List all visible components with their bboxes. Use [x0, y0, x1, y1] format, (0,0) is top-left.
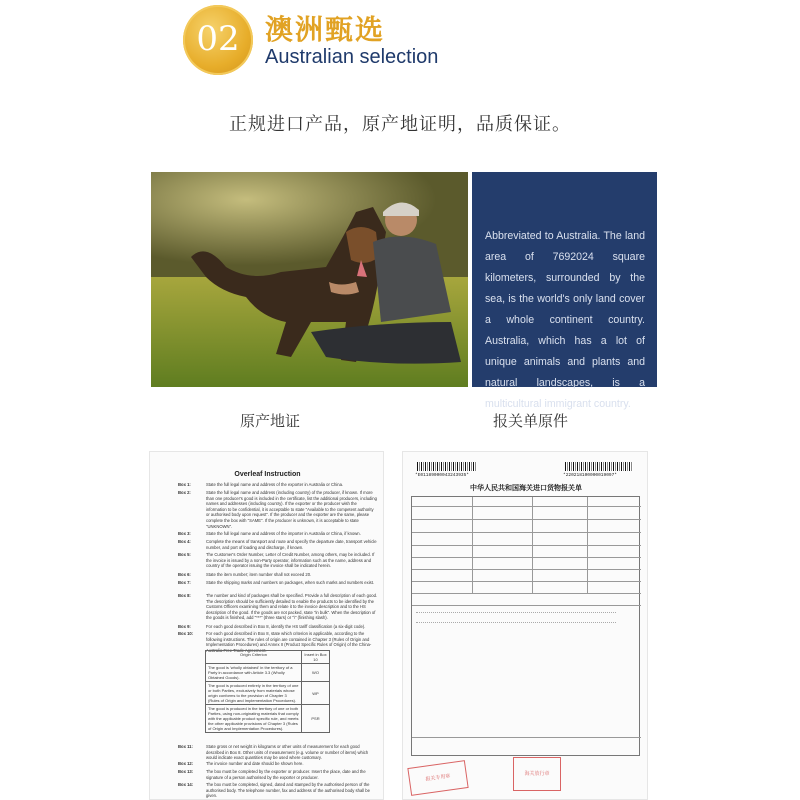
box-label: Box 1:: [178, 482, 191, 487]
table-row: [206, 664, 330, 682]
customs-declaration-caption: 报关单原件: [493, 412, 569, 430]
form-rule: [412, 593, 641, 594]
box-label: Box 3:: [178, 531, 191, 536]
form-rule: [412, 519, 641, 520]
photo-illustration: [151, 172, 468, 387]
table-cell: The good is produced entirely in the territory of one or both Parties, exclusively from materials whose origin conforms to the provision of Chapter 3 (Rules of Origin and Implementation Procedures).: [206, 682, 302, 705]
barcode-left: [417, 462, 477, 471]
box-label: Box 6:: [178, 572, 191, 577]
section-title-english: Australian selection: [265, 46, 439, 68]
barcode-right: [565, 462, 633, 471]
box-label: Box 2:: [178, 490, 191, 495]
box-text: The Customer's Order Number, Letter of Credit Number, among others, may be included. If the invoice is issued by a non-Party operator, information such as the name, address and country of the operator issuing the invoice shall be indicated herein.: [206, 552, 375, 569]
box-text: State the full legal name and address (including country) of the producer, if known. If more than one producer's good is included in the certificate, list the additional producers, including names and addresses (including country). If the exporter or the producer wish the information to be confidential, it is acceptable to state "Available to the competent authority or authorised body upon request". If the producer and the exporter are the same, please complete the box with "SAME". If the producer is unknown, it is acceptable to state "UNKNOWN".: [206, 490, 377, 529]
section-number: 02: [196, 19, 240, 59]
origin-criterion-table: [205, 650, 330, 733]
australia-info-panel: [472, 172, 657, 410]
box-label: Box 14:: [178, 782, 194, 787]
box-label: Box 5:: [178, 552, 191, 557]
form-rule: [412, 569, 641, 570]
customs-broker-stamp: 报关专用章: [407, 760, 468, 796]
box-text: The box must be completed, signed, dated and stamped by the authorised person of the authorised body. The telephone number, fax and address of the authorised body shall be given.: [206, 782, 370, 799]
table-cell: The good is produced in the territory of one or both Parties, using non-originating materials that comply with the applicable product specific rule, and meets the other applicable provisions of Chapter 3 (Rules of Origin and Implementation Procedures).: [206, 705, 302, 733]
form-rule: [412, 737, 641, 738]
table-cell: WP: [302, 682, 330, 705]
declaration-form-grid: [411, 496, 640, 756]
box-text: For each good described in Box 8, identify the HS tariff classification (a six-digit code).: [206, 624, 366, 629]
box-text: The box must be completed by the exporter or producer. Insert the place, date and the signature of a person authorised by the exporter or producer.: [206, 769, 366, 780]
box-label: Box 9:: [178, 624, 191, 629]
form-rule: [412, 557, 641, 558]
declaration-title: 中华人民共和国海关进口货物报关单: [470, 484, 582, 492]
table-header-cell: Insert in Box 10: [302, 651, 330, 664]
form-rule: [412, 506, 641, 507]
table-header-cell: Origin Criterion: [206, 651, 302, 664]
form-rule: [412, 581, 641, 582]
section-title-chinese: 澳洲甄选: [265, 13, 386, 46]
box-label: Box 7:: [178, 580, 191, 585]
barcode-left-number: *E01189000043243935*: [415, 473, 470, 478]
box-text: The number and kind of packages shall be specified. Provide a full description of each good. The description should be sufficiently detailed to enable the products to be identified by the Customs Officers examining them and relate it to the invoice description and to the HS description of the good. If the goods are not packed, state "in bulk". When the description of the goods is finished, add "***" (three stars) or "\" (finishing slash).: [206, 593, 378, 621]
box-label: Box 10:: [178, 631, 194, 636]
box-label: Box 12:: [178, 761, 194, 766]
section-number-badge: [183, 5, 253, 75]
table-header-row: [206, 651, 330, 664]
box-text: The invoice number and date should be shown here.: [206, 761, 304, 766]
form-rule: [412, 532, 641, 533]
barcode-right-number: *220218100000019097*: [563, 473, 618, 478]
box-label: Box 8:: [178, 593, 191, 598]
form-rule: [587, 497, 588, 593]
customs-declaration-document: [402, 451, 648, 800]
table-cell: The good is 'wholly obtained' in the territory of a Party in accordance with Article 3.3 (Wholly Obtained Goods).: [206, 664, 302, 682]
customs-release-stamp: 海关放行章: [513, 757, 561, 791]
table-cell: PSR: [302, 705, 330, 733]
box-label: Box 11:: [178, 744, 193, 749]
form-rule: [412, 605, 641, 606]
table-row: [206, 682, 330, 705]
man-with-dog-photo: [151, 172, 468, 387]
box-text: State the full legal name and address of the importer in Australia or China, if known.: [206, 531, 361, 536]
box-text: State the item number; item number shall not exceed 20.: [206, 572, 312, 577]
australia-description: Abbreviated to Australia. The land area of 7692024 square kilometers, surrounded by the sea, is the world's only land cover a whole continent country. Australia, which has a lot of unique animals and plants and natural landscapes, is a multicultural immigrant country.: [485, 230, 645, 410]
table-cell: WO: [302, 664, 330, 682]
certificate-of-origin-document: [149, 451, 384, 800]
box-text: State gross or net weight in kilograms or other units of measurement for each good described in Box 8. Other units of measurement (e.g. volume or number of items) which would indicate exact quantities may be used where customary.: [206, 744, 369, 761]
goods-line: [416, 622, 616, 644]
tagline: 正规进口产品，原产地证明，品质保证。: [229, 114, 571, 135]
document-title: Overleaf Instruction: [234, 471, 301, 478]
box-label: Box 13:: [178, 769, 194, 774]
box-label: Box 4:: [178, 539, 191, 544]
certificate-of-origin-caption: 原产地证: [240, 412, 301, 430]
form-rule: [532, 497, 533, 593]
box-text: For each good described in Box 8, state which criterion is applicable, according to the following instructions. The rules of origin are contained in Chapter 3 (Rules of Origin and Implementation Procedures) and Annex II (Product Specific Rules of Origin) of the China-Australia Free Trade Agreement.: [206, 631, 372, 653]
box-text: State the shipping marks and numbers on packages, when such marks and numbers exist.: [206, 580, 375, 585]
box-text: Complete the means of transport and route and specify the departure date, transport vehicle number, and port of loading and discharge, if known.: [206, 539, 377, 550]
box-text: State the full legal name and address of the exporter in Australia or China.: [206, 482, 344, 487]
form-rule: [412, 545, 641, 546]
table-row: [206, 705, 330, 733]
form-rule: [472, 497, 473, 593]
